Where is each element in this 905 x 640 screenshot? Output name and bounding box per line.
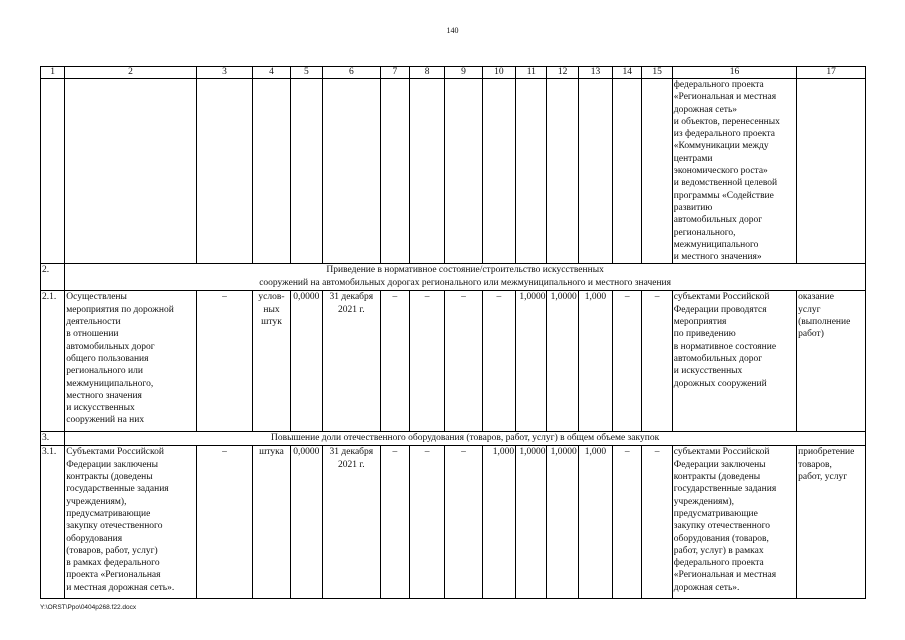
value-cell: 1,0000 xyxy=(547,291,578,432)
result-cell: Осуществлены мероприятия по дорожной деятельности в отношении автомобильных дорог общего пользования регионального или межмуниципального, местного значения и искусственных сооружений на них xyxy=(65,291,196,432)
column-number: 14 xyxy=(613,67,642,79)
column-number: 12 xyxy=(547,67,578,79)
column-number: 9 xyxy=(445,67,482,79)
column-number: 11 xyxy=(516,67,547,79)
value-cell: – xyxy=(642,446,672,599)
column-number: 7 xyxy=(380,67,409,79)
value-cell: 1,000 xyxy=(578,291,612,432)
row-number: 3.1. xyxy=(41,446,65,599)
column-number: 17 xyxy=(797,67,866,79)
value-cell: – xyxy=(196,446,253,599)
value-cell: 1,0000 xyxy=(516,446,547,599)
characteristic-cell: субъектами Российской Федерации заключены контракты (доведены государственные задания учреждениям), предусматривающие закупку отечественного оборудования (товаров, работ, услуг) в рамках федерального проекта «Региональная и местная дорожная сеть». xyxy=(672,446,796,599)
value-cell: – xyxy=(409,446,444,599)
row-number: 2.1. xyxy=(41,291,65,432)
section-number: 3. xyxy=(41,432,65,446)
value-cell: – xyxy=(409,291,444,432)
column-number: 1 xyxy=(41,67,65,79)
value-cell: 1,000 xyxy=(578,446,612,599)
section-number: 2. xyxy=(41,264,65,291)
type-cell: оказание услуг (выполнение работ) xyxy=(797,291,866,432)
column-number: 16 xyxy=(672,67,796,79)
section-row xyxy=(41,264,866,291)
table-row xyxy=(41,291,866,432)
column-number: 2 xyxy=(65,67,196,79)
column-number: 10 xyxy=(482,67,515,79)
value-cell: – xyxy=(613,291,642,432)
section-title: Приведение в нормативное состояние/строительство искусственных сооружений на автомобильных дорогах регионального или межмуниципального и местного значения xyxy=(65,264,866,291)
page-number: 140 xyxy=(446,26,459,35)
date-cell: 31 декабря 2021 г. xyxy=(323,446,381,599)
column-number: 3 xyxy=(196,67,253,79)
value-cell: – xyxy=(613,446,642,599)
column-number: 6 xyxy=(323,67,381,79)
value-cell: – xyxy=(642,291,672,432)
base-value-cell: 0,0000 xyxy=(290,446,322,599)
value-cell: 1,000 xyxy=(482,446,515,599)
unit-cell: услов- ных штук xyxy=(253,291,290,432)
column-number: 5 xyxy=(290,67,322,79)
value-cell: – xyxy=(445,446,482,599)
column-number: 13 xyxy=(578,67,612,79)
base-value-cell: 0,0000 xyxy=(290,291,322,432)
value-cell: – xyxy=(196,291,253,432)
value-cell: 1,0000 xyxy=(516,291,547,432)
value-cell: – xyxy=(445,291,482,432)
plan-table xyxy=(40,66,866,599)
column-number: 4 xyxy=(253,67,290,79)
section-row xyxy=(41,432,866,446)
unit-cell: штука xyxy=(253,446,290,599)
characteristic-cell: федерального проекта «Региональная и местная дорожная сеть» и объектов, перенесенных из федерального проекта «Коммуникации между центрами экономического роста» и ведомственной целевой программы «Содействие развитию автомобильных дорог регионального, межмуниципального и местного значения» xyxy=(672,79,796,264)
table-row xyxy=(41,446,866,599)
continuation-row xyxy=(41,79,866,264)
value-cell: – xyxy=(380,446,409,599)
value-cell: – xyxy=(482,291,515,432)
date-cell: 31 декабря 2021 г. xyxy=(323,291,381,432)
column-number: 8 xyxy=(409,67,444,79)
footer-file-path: Y:\ORST\Ppo\0404p268.f22.docx xyxy=(40,604,137,611)
characteristic-cell: субъектами Российской Федерации проводятся мероприятия по приведению в нормативное состояние автомобильных дорог и искусственных дорожных сооружений xyxy=(672,291,796,432)
value-cell: – xyxy=(380,291,409,432)
column-number-row xyxy=(41,67,866,79)
column-number: 15 xyxy=(642,67,672,79)
value-cell: 1,0000 xyxy=(547,446,578,599)
type-cell: приобретение товаров, работ, услуг xyxy=(797,446,866,599)
section-title: Повышение доли отечественного оборудования (товаров, работ, услуг) в общем объеме закупок xyxy=(65,432,866,446)
result-cell: Субъектами Российской Федерации заключены контракты (доведены государственные задания учреждениям), предусматривающие закупку отечественного оборудования (товаров, работ, услуг) в рамках федерального проекта «Региональная и местная дорожная сеть». xyxy=(65,446,196,599)
